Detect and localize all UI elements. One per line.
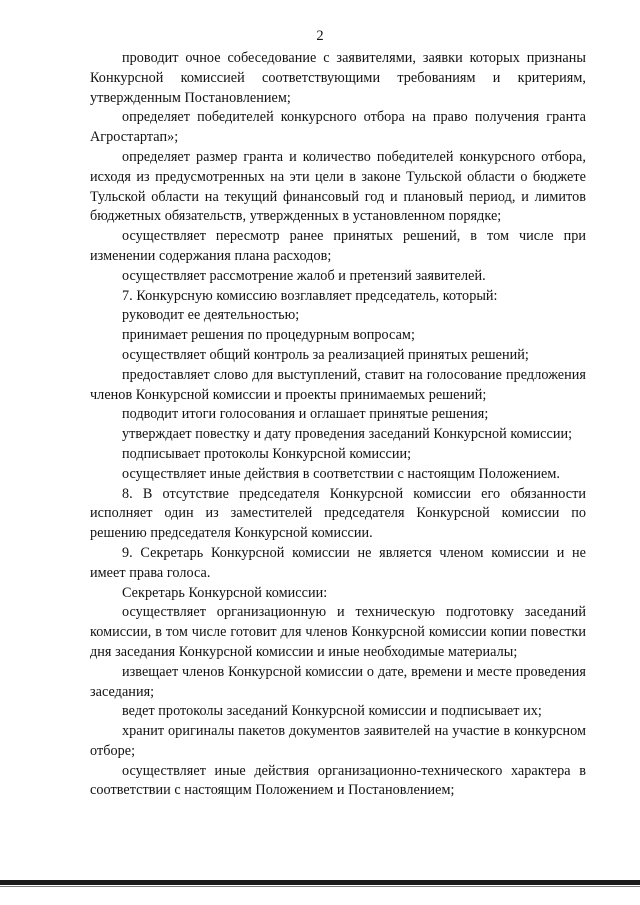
paragraph: осуществляет пересмотр ранее принятых решений, в том числе при изменении содержания плана расходов;	[90, 228, 586, 264]
paragraph: осуществляет общий контроль за реализацией принятых решений;	[122, 346, 529, 363]
paragraph: определяет размер гранта и количество победителей конкурсного отбора, исходя из предусмотренных на эти цели в законе Тульской области о бюджете Тульской области на текущий финансовый год и плановый период, и лимитов бюджетных обязательств, утвержденных в установленном порядке;	[90, 148, 586, 225]
paragraph: Секретарь Конкурсной комиссии:	[122, 584, 328, 601]
document-body	[90, 49, 586, 801]
paragraph: определяет победителей конкурсного отбора на право получения гранта Агростартап»;	[90, 109, 586, 146]
paragraph: подписывает протоколы Конкурсной комиссии;	[122, 445, 412, 462]
paragraph: осуществляет иные действия организационно-технического характера в соответствии с настоящим Положением и Постановлением;	[90, 762, 586, 799]
paragraph: утверждает повестку и дату проведения заседаний Конкурсной комиссии;	[122, 426, 573, 443]
paragraph: 8. В отсутствие председателя Конкурсной комиссии его обязанности исполняет один из заместителей председателя Конкурсной комиссии по решению председателя Конкурсной комиссии.	[90, 485, 586, 542]
paragraph: осуществляет рассмотрение жалоб и претензий заявителей.	[122, 267, 486, 284]
scan-edge-line	[0, 880, 640, 885]
page-number: 2	[316, 28, 324, 44]
paragraph: ведет протоколы заседаний Конкурсной комиссии и подписывает их;	[122, 703, 542, 720]
paragraph: осуществляет организационную и техническую подготовку заседаний комиссии, в том числе готовит для членов Конкурсной комиссии копии повестки дня заседания Конкурсной комиссии и иные необходимые материалы;	[90, 604, 586, 660]
paragraph: проводит очное собеседование с заявителями, заявки которых признаны Конкурсной комиссией соответствующими требованиям и критериям, утвержденным Постановлением;	[90, 50, 586, 106]
paragraph: осуществляет иные действия в соответствии с настоящим Положением.	[122, 465, 560, 482]
paragraph: принимает решения по процедурным вопросам;	[122, 327, 415, 344]
paragraph: предоставляет слово для выступлений, ставит на голосование предложения членов Конкурсной комиссии и проекты принимаемых решений;	[90, 366, 586, 403]
paragraph: 9. Секретарь Конкурсной комиссии не является членом комиссии и не имеет права голоса.	[90, 544, 586, 581]
paragraph: извещает членов Конкурсной комиссии о дате, времени и месте проведения заседания;	[90, 663, 586, 700]
paragraph: хранит оригиналы пакетов документов заявителей на участие в конкурсном отборе;	[90, 723, 586, 759]
paragraph: подводит итоги голосования и оглашает принятые решения;	[122, 406, 489, 423]
paragraph: руководит ее деятельностью;	[122, 307, 300, 324]
scan-edge-shadow	[0, 886, 640, 887]
paragraph: 7. Конкурсную комиссию возглавляет председатель, который:	[122, 287, 498, 304]
